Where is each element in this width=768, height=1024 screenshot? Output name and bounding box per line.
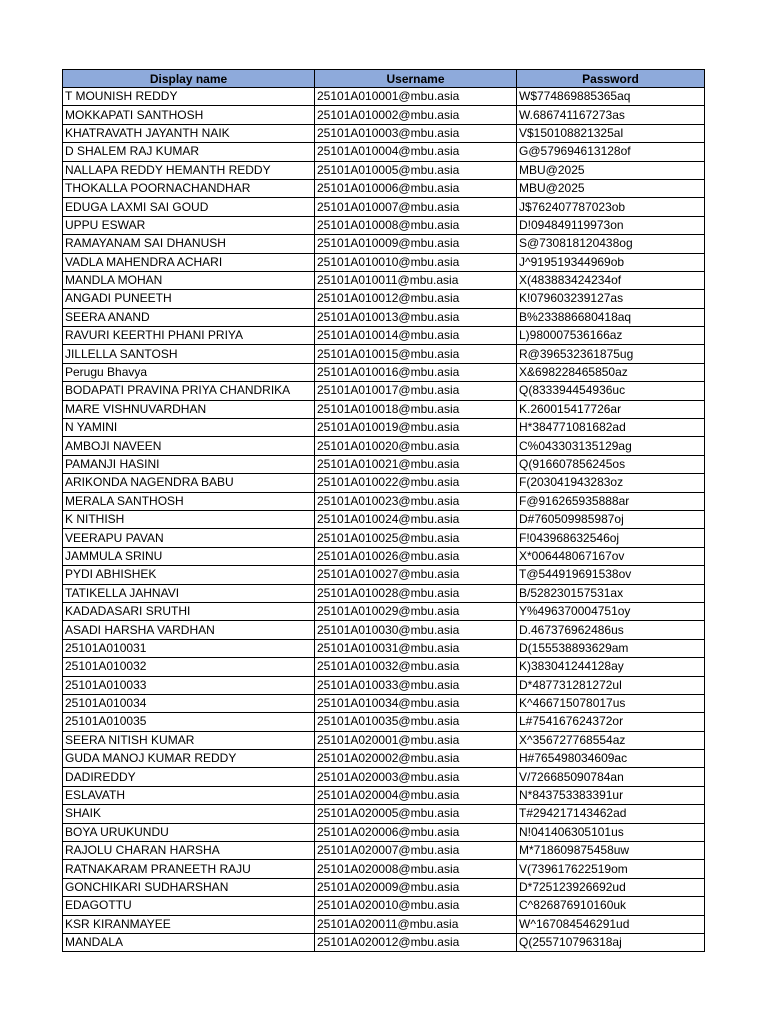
table-row — [63, 878, 705, 896]
table-row — [63, 694, 705, 712]
username-cell: 25101A010013@mbu.asia — [315, 308, 517, 326]
username-cell: 25101A020009@mbu.asia — [315, 878, 517, 896]
username-cell: 25101A010022@mbu.asia — [315, 474, 517, 492]
username-cell: 25101A010017@mbu.asia — [315, 382, 517, 400]
username-cell: 25101A010005@mbu.asia — [315, 161, 517, 179]
username-cell: 25101A010008@mbu.asia — [315, 216, 517, 234]
table-row — [63, 455, 705, 473]
username-cell: 25101A020005@mbu.asia — [315, 805, 517, 823]
table-row — [63, 676, 705, 694]
username-cell: 25101A010011@mbu.asia — [315, 271, 517, 289]
password-cell: W.686741167273as — [517, 106, 705, 124]
table-row — [63, 106, 705, 124]
display-name-cell: 25101A010032 — [63, 658, 315, 676]
table-row — [63, 437, 705, 455]
display-name-cell: ASADI HARSHA VARDHAN — [63, 621, 315, 639]
table-row — [63, 143, 705, 161]
username-cell: 25101A010021@mbu.asia — [315, 455, 517, 473]
password-cell: G@579694613128of — [517, 143, 705, 161]
display-name-cell: RATNAKARAM PRANEETH RAJU — [63, 860, 315, 878]
display-name-cell: NALLAPA REDDY HEMANTH REDDY — [63, 161, 315, 179]
display-name-cell: PAMANJI HASINI — [63, 455, 315, 473]
display-name-cell: ANGADI PUNEETH — [63, 290, 315, 308]
table-row — [63, 547, 705, 565]
username-cell: 25101A020002@mbu.asia — [315, 750, 517, 768]
password-cell: C%043303135129ag — [517, 437, 705, 455]
username-cell: 25101A010010@mbu.asia — [315, 253, 517, 271]
table-row — [63, 842, 705, 860]
username-cell: 25101A010027@mbu.asia — [315, 566, 517, 584]
display-name-cell: UPPU ESWAR — [63, 216, 315, 234]
table-row — [63, 658, 705, 676]
password-cell: V(739617622519om — [517, 860, 705, 878]
header-row — [63, 70, 705, 88]
display-name-cell: TATIKELLA JAHNAVI — [63, 584, 315, 602]
password-cell: X&698228465850az — [517, 363, 705, 381]
username-cell: 25101A020008@mbu.asia — [315, 860, 517, 878]
display-name-cell: VEERAPU PAVAN — [63, 529, 315, 547]
display-name-cell: BOYA URUKUNDU — [63, 823, 315, 841]
display-name-cell: GONCHIKARI SUDHARSHAN — [63, 878, 315, 896]
password-cell: D#760509985987oj — [517, 510, 705, 528]
username-cell: 25101A010035@mbu.asia — [315, 713, 517, 731]
password-cell: MBU@2025 — [517, 179, 705, 197]
table-row — [63, 345, 705, 363]
username-cell: 25101A010020@mbu.asia — [315, 437, 517, 455]
username-cell: 25101A010015@mbu.asia — [315, 345, 517, 363]
display-name-cell: MARE VISHNUVARDHAN — [63, 400, 315, 418]
table-row — [63, 253, 705, 271]
password-cell: D*725123926692ud — [517, 878, 705, 896]
username-cell: 25101A010003@mbu.asia — [315, 124, 517, 142]
display-name-cell: DADIREDDY — [63, 768, 315, 786]
display-name-cell: GUDA MANOJ KUMAR REDDY — [63, 750, 315, 768]
password-cell: K.260015417726ar — [517, 400, 705, 418]
password-cell: F(203041943283oz — [517, 474, 705, 492]
table-row — [63, 382, 705, 400]
password-cell: N!041406305101us — [517, 823, 705, 841]
password-cell: C^826876910160uk — [517, 897, 705, 915]
display-name-cell: ARIKONDA NAGENDRA BABU — [63, 474, 315, 492]
display-name-cell: MOKKAPATI SANTHOSH — [63, 106, 315, 124]
username-cell: 25101A010007@mbu.asia — [315, 198, 517, 216]
table-row — [63, 731, 705, 749]
password-cell: S@730818120438og — [517, 235, 705, 253]
username-cell: 25101A010032@mbu.asia — [315, 658, 517, 676]
table-row — [63, 363, 705, 381]
username-cell: 25101A010030@mbu.asia — [315, 621, 517, 639]
display-name-cell: JILLELLA SANTOSH — [63, 345, 315, 363]
table-row — [63, 419, 705, 437]
password-cell: X^356727768554az — [517, 731, 705, 749]
username-cell: 25101A010004@mbu.asia — [315, 143, 517, 161]
table-row — [63, 602, 705, 620]
password-cell: Q(916607856245os — [517, 455, 705, 473]
display-name-cell: 25101A010031 — [63, 639, 315, 657]
username-cell: 25101A020007@mbu.asia — [315, 842, 517, 860]
table-row — [63, 179, 705, 197]
username-cell: 25101A010012@mbu.asia — [315, 290, 517, 308]
display-name-cell: BODAPATI PRAVINA PRIYA CHANDRIKA — [63, 382, 315, 400]
header-password: Password — [517, 70, 705, 88]
display-name-cell: EDUGA LAXMI SAI GOUD — [63, 198, 315, 216]
username-cell: 25101A020010@mbu.asia — [315, 897, 517, 915]
display-name-cell: RAMAYANAM SAI DHANUSH — [63, 235, 315, 253]
table-row — [63, 860, 705, 878]
password-cell: V$150108821325al — [517, 124, 705, 142]
username-cell: 25101A010034@mbu.asia — [315, 694, 517, 712]
table-row — [63, 823, 705, 841]
table-row — [63, 474, 705, 492]
username-cell: 25101A010009@mbu.asia — [315, 235, 517, 253]
username-cell: 25101A010006@mbu.asia — [315, 179, 517, 197]
display-name-cell: SEERA NITISH KUMAR — [63, 731, 315, 749]
username-cell: 25101A020001@mbu.asia — [315, 731, 517, 749]
table-row — [63, 308, 705, 326]
username-cell: 25101A010018@mbu.asia — [315, 400, 517, 418]
display-name-cell: THOKALLA POORNACHANDHAR — [63, 179, 315, 197]
credentials-table — [62, 69, 705, 952]
password-cell: F@916265935888ar — [517, 492, 705, 510]
username-cell: 25101A010002@mbu.asia — [315, 106, 517, 124]
display-name-cell: SEERA ANAND — [63, 308, 315, 326]
table-row — [63, 290, 705, 308]
password-cell: J$762407787023ob — [517, 198, 705, 216]
username-cell: 25101A010001@mbu.asia — [315, 88, 517, 106]
display-name-cell: MERALA SANTHOSH — [63, 492, 315, 510]
table-row — [63, 713, 705, 731]
password-cell: D*487731281272ul — [517, 676, 705, 694]
password-cell: B/528230157531ax — [517, 584, 705, 602]
table-body — [63, 88, 705, 952]
username-cell: 25101A010031@mbu.asia — [315, 639, 517, 657]
username-cell: 25101A010025@mbu.asia — [315, 529, 517, 547]
table-row — [63, 768, 705, 786]
password-cell: Q(833394454936uc — [517, 382, 705, 400]
password-cell: K)383041244128ay — [517, 658, 705, 676]
password-cell: L)980007536166az — [517, 327, 705, 345]
password-cell: H#765498034609ac — [517, 750, 705, 768]
password-cell: T@544919691538ov — [517, 566, 705, 584]
display-name-cell: RAJOLU CHARAN HARSHA — [63, 842, 315, 860]
display-name-cell: PYDI ABHISHEK — [63, 566, 315, 584]
username-cell: 25101A010028@mbu.asia — [315, 584, 517, 602]
table-row — [63, 216, 705, 234]
table-row — [63, 510, 705, 528]
table-row — [63, 327, 705, 345]
table-row — [63, 933, 705, 951]
password-cell: R@396532361875ug — [517, 345, 705, 363]
display-name-cell: MANDLA MOHAN — [63, 271, 315, 289]
username-cell: 25101A020004@mbu.asia — [315, 786, 517, 804]
table-row — [63, 621, 705, 639]
password-cell: X*006448067167ov — [517, 547, 705, 565]
table-row — [63, 271, 705, 289]
display-name-cell: MANDALA — [63, 933, 315, 951]
table-row — [63, 639, 705, 657]
display-name-cell: AMBOJI NAVEEN — [63, 437, 315, 455]
password-cell: W^167084546291ud — [517, 915, 705, 933]
username-cell: 25101A010019@mbu.asia — [315, 419, 517, 437]
table-row — [63, 584, 705, 602]
table-row — [63, 529, 705, 547]
display-name-cell: KHATRAVATH JAYANTH NAIK — [63, 124, 315, 142]
table-row — [63, 161, 705, 179]
table-row — [63, 198, 705, 216]
username-cell: 25101A020003@mbu.asia — [315, 768, 517, 786]
password-cell: H*384771081682ad — [517, 419, 705, 437]
table-row — [63, 805, 705, 823]
username-cell: 25101A010014@mbu.asia — [315, 327, 517, 345]
display-name-cell: 25101A010033 — [63, 676, 315, 694]
display-name-cell: KSR KIRANMAYEE — [63, 915, 315, 933]
password-cell: M*718609875458uw — [517, 842, 705, 860]
display-name-cell: D SHALEM RAJ KUMAR — [63, 143, 315, 161]
username-cell: 25101A010024@mbu.asia — [315, 510, 517, 528]
password-cell: B%233886680418aq — [517, 308, 705, 326]
display-name-cell: Perugu Bhavya — [63, 363, 315, 381]
username-cell: 25101A010029@mbu.asia — [315, 602, 517, 620]
table-row — [63, 492, 705, 510]
header-username: Username — [315, 70, 517, 88]
password-cell: D(155538893629am — [517, 639, 705, 657]
table-row — [63, 750, 705, 768]
username-cell: 25101A010016@mbu.asia — [315, 363, 517, 381]
display-name-cell: KADADASARI SRUTHI — [63, 602, 315, 620]
display-name-cell: K NITHISH — [63, 510, 315, 528]
display-name-cell: N YAMINI — [63, 419, 315, 437]
password-cell: K^466715078017us — [517, 694, 705, 712]
table-row — [63, 897, 705, 915]
table-row — [63, 235, 705, 253]
table-row — [63, 400, 705, 418]
table-row — [63, 124, 705, 142]
password-cell: J^919519344969ob — [517, 253, 705, 271]
display-name-cell: 25101A010034 — [63, 694, 315, 712]
password-cell: N*843753383391ur — [517, 786, 705, 804]
display-name-cell: EDAGOTTU — [63, 897, 315, 915]
password-cell: X(483883424234of — [517, 271, 705, 289]
table-row — [63, 566, 705, 584]
table-row — [63, 915, 705, 933]
password-cell: K!079603239127as — [517, 290, 705, 308]
display-name-cell: VADLA MAHENDRA ACHARI — [63, 253, 315, 271]
password-cell: F!043968632546oj — [517, 529, 705, 547]
display-name-cell: T MOUNISH REDDY — [63, 88, 315, 106]
header-display-name: Display name — [63, 70, 315, 88]
display-name-cell: JAMMULA SRINU — [63, 547, 315, 565]
password-cell: Q(255710796318aj — [517, 933, 705, 951]
username-cell: 25101A010023@mbu.asia — [315, 492, 517, 510]
display-name-cell: SHAIK — [63, 805, 315, 823]
username-cell: 25101A020011@mbu.asia — [315, 915, 517, 933]
password-cell: V/726685090784an — [517, 768, 705, 786]
table-row — [63, 786, 705, 804]
password-cell: W$774869885365aq — [517, 88, 705, 106]
password-cell: Y%496370004751oy — [517, 602, 705, 620]
password-cell: L#754167624372or — [517, 713, 705, 731]
username-cell: 25101A010033@mbu.asia — [315, 676, 517, 694]
username-cell: 25101A020006@mbu.asia — [315, 823, 517, 841]
display-name-cell: ESLAVATH — [63, 786, 315, 804]
password-cell: D.467376962486us — [517, 621, 705, 639]
password-cell: T#294217143462ad — [517, 805, 705, 823]
display-name-cell: 25101A010035 — [63, 713, 315, 731]
password-cell: MBU@2025 — [517, 161, 705, 179]
username-cell: 25101A010026@mbu.asia — [315, 547, 517, 565]
table-row — [63, 88, 705, 106]
password-cell: D!094849119973on — [517, 216, 705, 234]
display-name-cell: RAVURI KEERTHI PHANI PRIYA — [63, 327, 315, 345]
username-cell: 25101A020012@mbu.asia — [315, 933, 517, 951]
